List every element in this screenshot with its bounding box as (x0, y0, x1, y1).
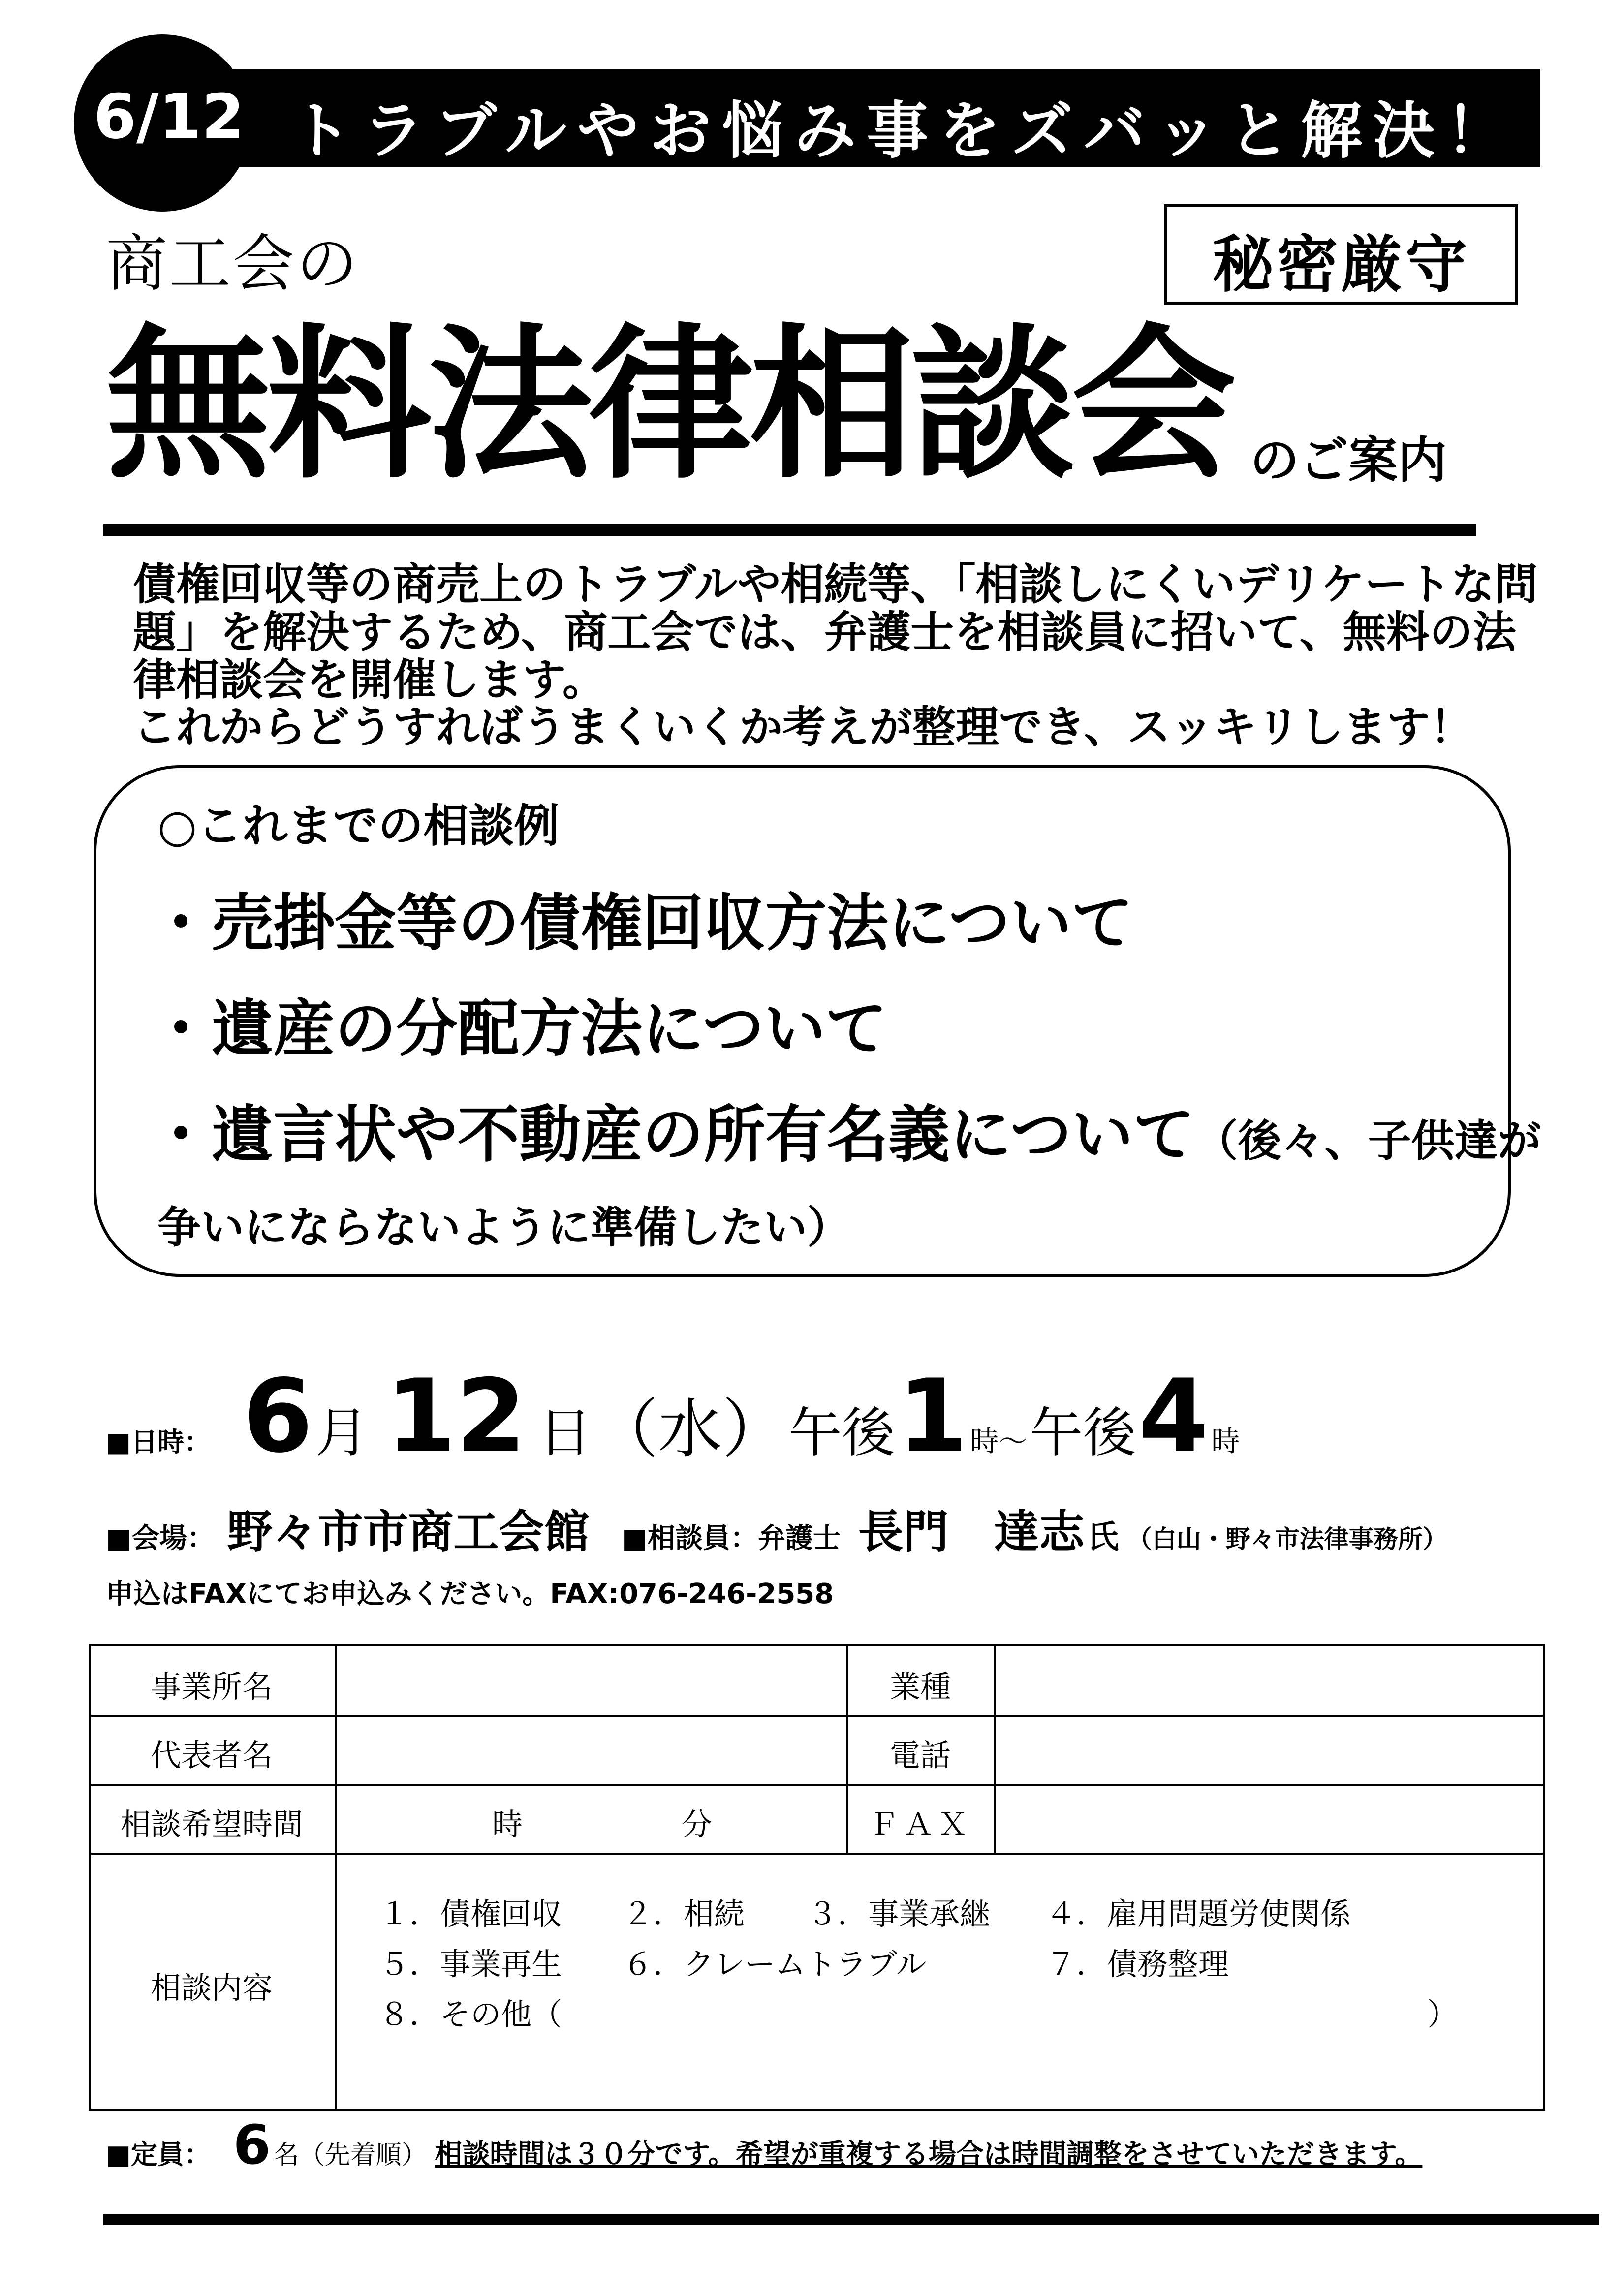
consultant-name: 長門 達志 (858, 1506, 1085, 1558)
industry-field[interactable] (999, 1648, 1540, 1712)
option-claim-trouble[interactable]: ６．クレームトラブル (623, 1946, 927, 1982)
intro-paragraph (133, 561, 1538, 751)
banner-date: 6/12 (94, 81, 245, 153)
end-hour-unit: 時 (1211, 1425, 1240, 1458)
bottom-divider (103, 2214, 1599, 2225)
example-item-note: （後々、子供達が (1194, 1116, 1541, 1166)
consultant-affiliation: （白山・野々市法律事務所） (1127, 1525, 1447, 1553)
option-business-rehabilitation[interactable]: ５．事業再生 (379, 1946, 562, 1982)
consultant-label: ■相談員：弁護士 (622, 1522, 841, 1554)
capacity-unit: 名（先着順） (273, 2140, 427, 2170)
pre-title: 商工会の (106, 228, 360, 300)
option-inheritance[interactable]: ２．相続 (623, 1896, 745, 1932)
title-suffix: のご案内 (1250, 432, 1447, 489)
start-hour: 1 (897, 1358, 968, 1475)
fax-label: ＦＡＸ (868, 1806, 972, 1842)
hour-label: 時 (492, 1806, 523, 1842)
capacity-note: 相談時間は３０分です。希望が重複する場合は時間調整をさせていただきます。 (435, 2139, 1423, 2171)
option-debt-restructuring[interactable]: ７．債務整理 (1046, 1946, 1229, 1982)
datetime-row (106, 1358, 1240, 1481)
intro-line: これからどうすればうまくいくか考えが整理でき、スッキリします！ (133, 702, 1473, 753)
intro-line: 債権回収等の商売上のトラブルや相続等、「相談しにくいデリケートな問 (133, 559, 1538, 610)
example-item-continuation: 争いにならないように準備したい） (157, 1202, 851, 1253)
venue-name: 野々市市商工会館 (227, 1506, 590, 1558)
start-pm: 午後 (788, 1402, 895, 1464)
weekday: （水） (594, 1392, 786, 1466)
phone-label: 電話 (889, 1737, 951, 1773)
phone-field[interactable] (999, 1717, 1540, 1781)
form-col-divider (335, 1644, 337, 2111)
end-pm: 午後 (1030, 1402, 1136, 1464)
capacity-row (106, 2113, 1422, 2176)
industry-label: 業種 (889, 1669, 951, 1705)
page-title: 無料法律相談会 (106, 310, 1232, 501)
intro-line: 律相談会を開催します。 (133, 654, 606, 705)
fax-notice: 申込はFAXにてお申込みください。FAX:076-246-2558 (106, 1578, 834, 1610)
example-item-text: ・遺言状や不動産の所有名義について (150, 1099, 1195, 1171)
representative-field[interactable] (340, 1717, 844, 1781)
venue-row (106, 1496, 1447, 1561)
examples-heading: ○これまでの相談例 (157, 800, 560, 852)
day-unit: 日 (538, 1402, 592, 1464)
office-name-label: 事業所名 (150, 1669, 273, 1705)
option-labor-relations[interactable]: ４．雇用問題労使関係 (1046, 1896, 1351, 1932)
start-hour-unit: 時～ (970, 1425, 1028, 1458)
option-other-close: ） (1427, 1996, 1458, 2032)
office-name-field[interactable] (340, 1648, 844, 1712)
example-item (150, 1085, 1541, 1174)
consultant-honorific: 氏 (1087, 1519, 1119, 1555)
datetime-label: ■日時： (106, 1427, 211, 1458)
minute-label: 分 (682, 1806, 713, 1842)
intro-line: 題」を解決するため、商工会では、弁護士を相談員に招いて、無料の法 (133, 606, 1516, 657)
preferred-time-field[interactable] (340, 1786, 844, 1850)
banner-headline: トラブルやお悩み事をズバッと解決！ (290, 95, 1518, 167)
consultation-content-label: 相談内容 (150, 1970, 273, 2006)
capacity-label: ■定員： (106, 2139, 211, 2170)
form-row-divider (89, 1715, 1545, 1717)
confidential-badge-text: 秘密厳守 (1212, 229, 1470, 301)
end-hour: 4 (1138, 1358, 1209, 1475)
option-debt-collection[interactable]: １．債権回収 (379, 1896, 562, 1932)
preferred-time-label: 相談希望時間 (120, 1806, 303, 1842)
fax-field[interactable] (999, 1786, 1540, 1850)
capacity-number: 6 (233, 2113, 271, 2176)
form-row-divider (89, 1784, 1545, 1786)
example-item: ・売掛金等の債権回収方法について (150, 888, 1133, 959)
form-row-divider (89, 1853, 1545, 1855)
application-form (89, 1644, 1545, 2111)
representative-label: 代表者名 (150, 1737, 273, 1773)
option-other[interactable]: ８．その他（ (379, 1996, 562, 2032)
form-col-divider (994, 1644, 996, 1854)
day-value: 12 (385, 1358, 527, 1475)
option-business-succession[interactable]: ３．事業承継 (807, 1896, 991, 1932)
venue-label: ■会場： (106, 1522, 215, 1554)
month-unit: 月 (315, 1402, 369, 1464)
title-divider (103, 524, 1476, 536)
month-value: 6 (243, 1358, 313, 1475)
example-item: ・遺産の分配方法について (150, 993, 887, 1065)
